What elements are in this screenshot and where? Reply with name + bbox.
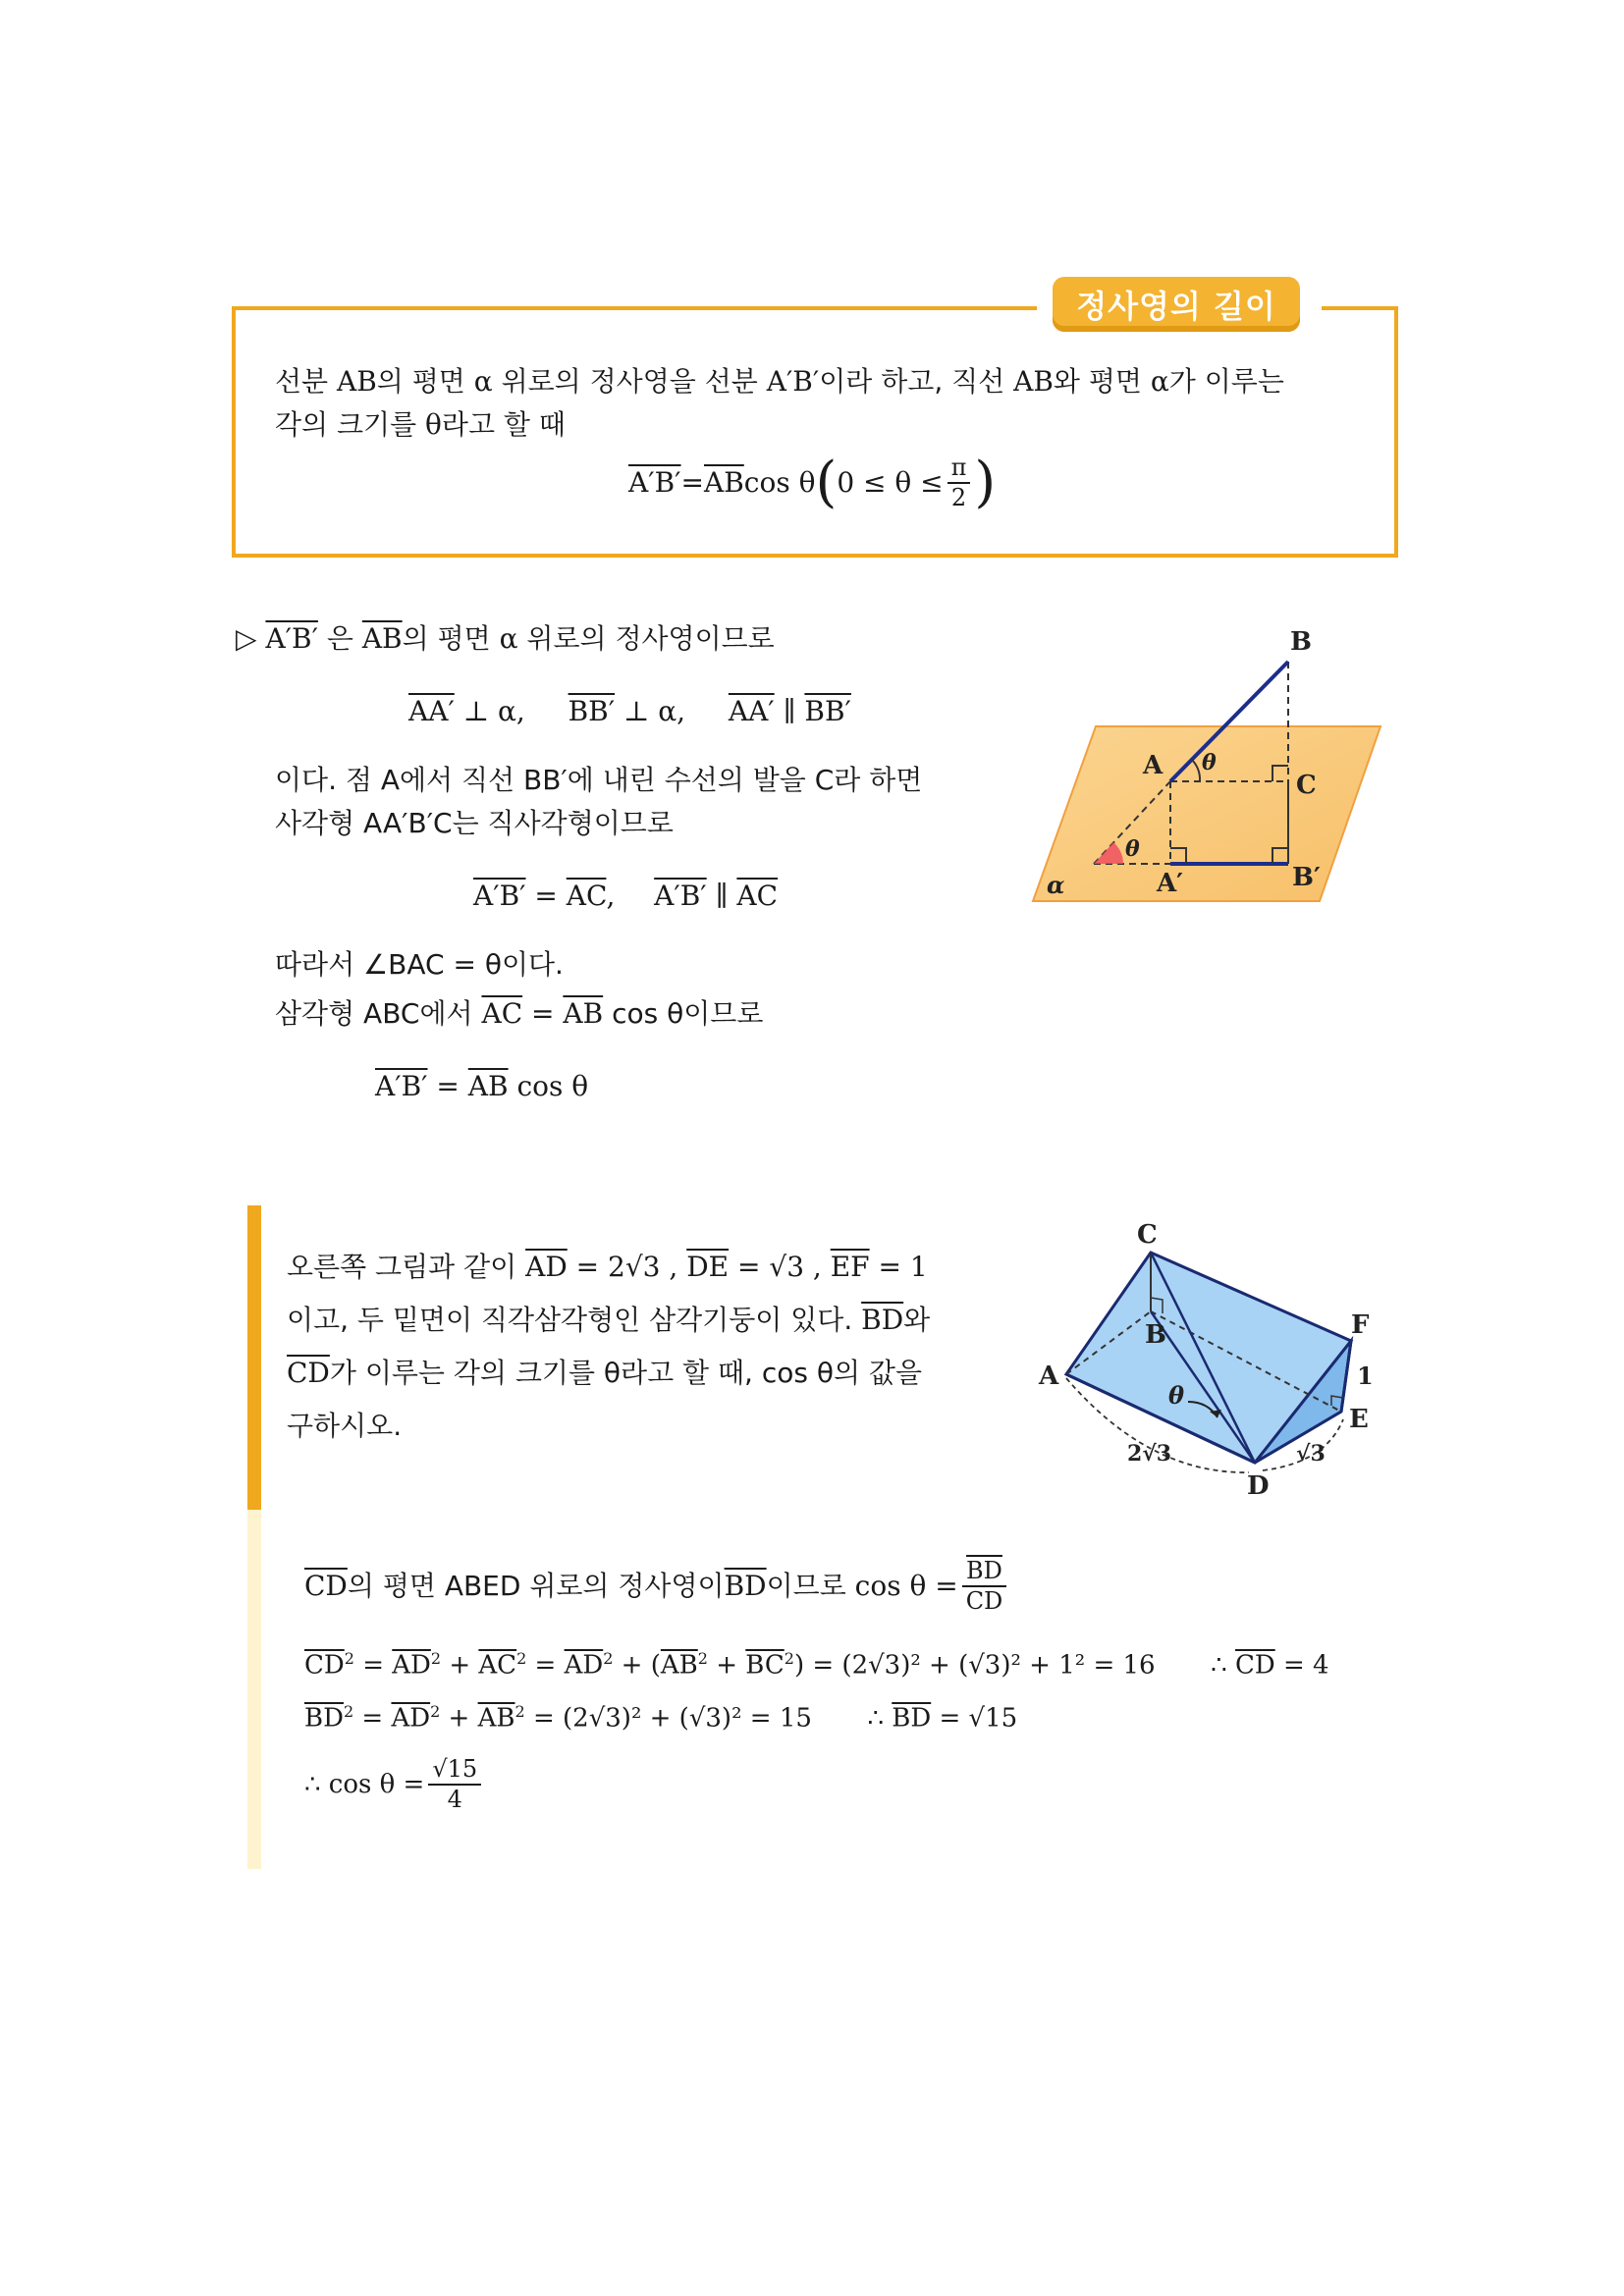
solution-line-2: $\overline{CD}^2 = \overline{AD}^2 + \overline{AC}^2 = \overline{AD}^2 + (\overline{AB}^2 + \overline{BC}^2) = (2√3)^2 + (√3)^2 + 1^2 = 16$ ∴ $\overline{CD} = 4$ <box>304 1649 1329 1681</box>
label-alpha: α <box>1047 871 1065 899</box>
proof-line-3: 이다. 점 A에서 직선 BB′에 내린 수선의 발을 C라 하면 <box>275 764 923 796</box>
solution-bar <box>247 1510 261 1869</box>
pi-over-2: $\frac{\pi}{2}$ <box>947 454 971 512</box>
label-b: B <box>1290 627 1312 657</box>
proof-line-7: 삼각형 ABC에서 $\overline{AC} = \overline{AB}$ cos θ이므로 <box>275 997 764 1030</box>
label-a-prime: A′ <box>1157 869 1184 898</box>
label-b: B <box>1145 1320 1166 1350</box>
label-f: F <box>1351 1310 1370 1340</box>
label-theta-bottom: θ <box>1125 836 1140 862</box>
triangle-marker-icon: ▷ <box>236 622 257 655</box>
label-one: 1 <box>1357 1362 1374 1390</box>
example-line-1: 오른쪽 그림과 같이 $\overline{AD} = 2√3$ , $\overline{DE} = √3$ , $\overline{EF} = 1$ <box>287 1251 928 1283</box>
label-theta: θ <box>1168 1381 1185 1410</box>
prism-figure <box>1031 1217 1384 1512</box>
proof-line-8: $A'B' = \overline{AB}$ cos θ <box>375 1070 589 1102</box>
proof-line-4: 사각형 AA′B′C는 직사각형이므로 <box>275 807 674 839</box>
definition-formula: A′B′ = $\overline{AB}$ cos θ ( 0 ≤ θ ≤ $\frac{\pi}{2}$ ) <box>628 450 997 514</box>
label-e: E <box>1349 1405 1369 1434</box>
label-c: C <box>1296 771 1317 800</box>
solution-line-3: $\overline{BD}^2 = \overline{AD}^2 + \overline{AB}^2 = (2√3)^2 + (√3)^2 = 15$ ∴ $\overline{BD} = √15$ <box>304 1702 1018 1734</box>
label-c: C <box>1137 1220 1158 1250</box>
proof-line-1: ▷ A′B′ 은 $\overline{AB}$의 평면 α 위로의 정사영이므로 <box>236 622 775 655</box>
definition-title: 정사영의 길이 <box>1053 277 1300 332</box>
label-d: D <box>1247 1471 1270 1501</box>
label-theta-top: θ <box>1202 750 1217 775</box>
definition-line-2: 각의 크기를 θ라고 할 때 <box>275 408 566 441</box>
example-line-4: 구하시오. <box>287 1410 403 1442</box>
label-a: A <box>1143 751 1164 780</box>
label-2root3: 2√3 <box>1127 1441 1172 1467</box>
example-bar <box>247 1205 261 1510</box>
label-b-prime: B′ <box>1292 863 1321 892</box>
proof-line-2: AA′ ⊥ α, BB′ ⊥ α, AA′ ∥ BB′ <box>408 695 851 727</box>
proof-line-5: $A'B' = \overline{AC}$, A′B′ ∥ $\overline{AC}$ <box>473 880 779 912</box>
definition-line-1: 선분 AB의 평면 α 위로의 정사영을 선분 A′B′이라 하고, 직선 AB와 평면 α가 이루는 <box>275 365 1284 398</box>
label-a: A <box>1039 1362 1059 1391</box>
solution-line-4: ∴ cos θ = $\frac{√15}{4}$ <box>304 1755 485 1814</box>
projection-figure <box>1021 624 1394 919</box>
solution-line-1: $\overline{CD}$ 의 평면 ABED 위로의 정사영이 $\overline{BD}$ 이므로 cos θ = $\frac{\overline{BD}}{CD}$ <box>304 1557 1010 1616</box>
example-line-2: 이고, 두 밑면이 직각삼각형인 삼각기둥이 있다. $\overline{BD}$와 <box>287 1304 931 1336</box>
example-line-3: $\overline{CD}$가 이루는 각의 크기를 θ라고 할 때, cos θ의 값을 <box>287 1357 923 1389</box>
proof-line-6: 따라서 ∠BAC = θ이다. <box>275 948 564 981</box>
label-root3: √3 <box>1296 1441 1326 1467</box>
